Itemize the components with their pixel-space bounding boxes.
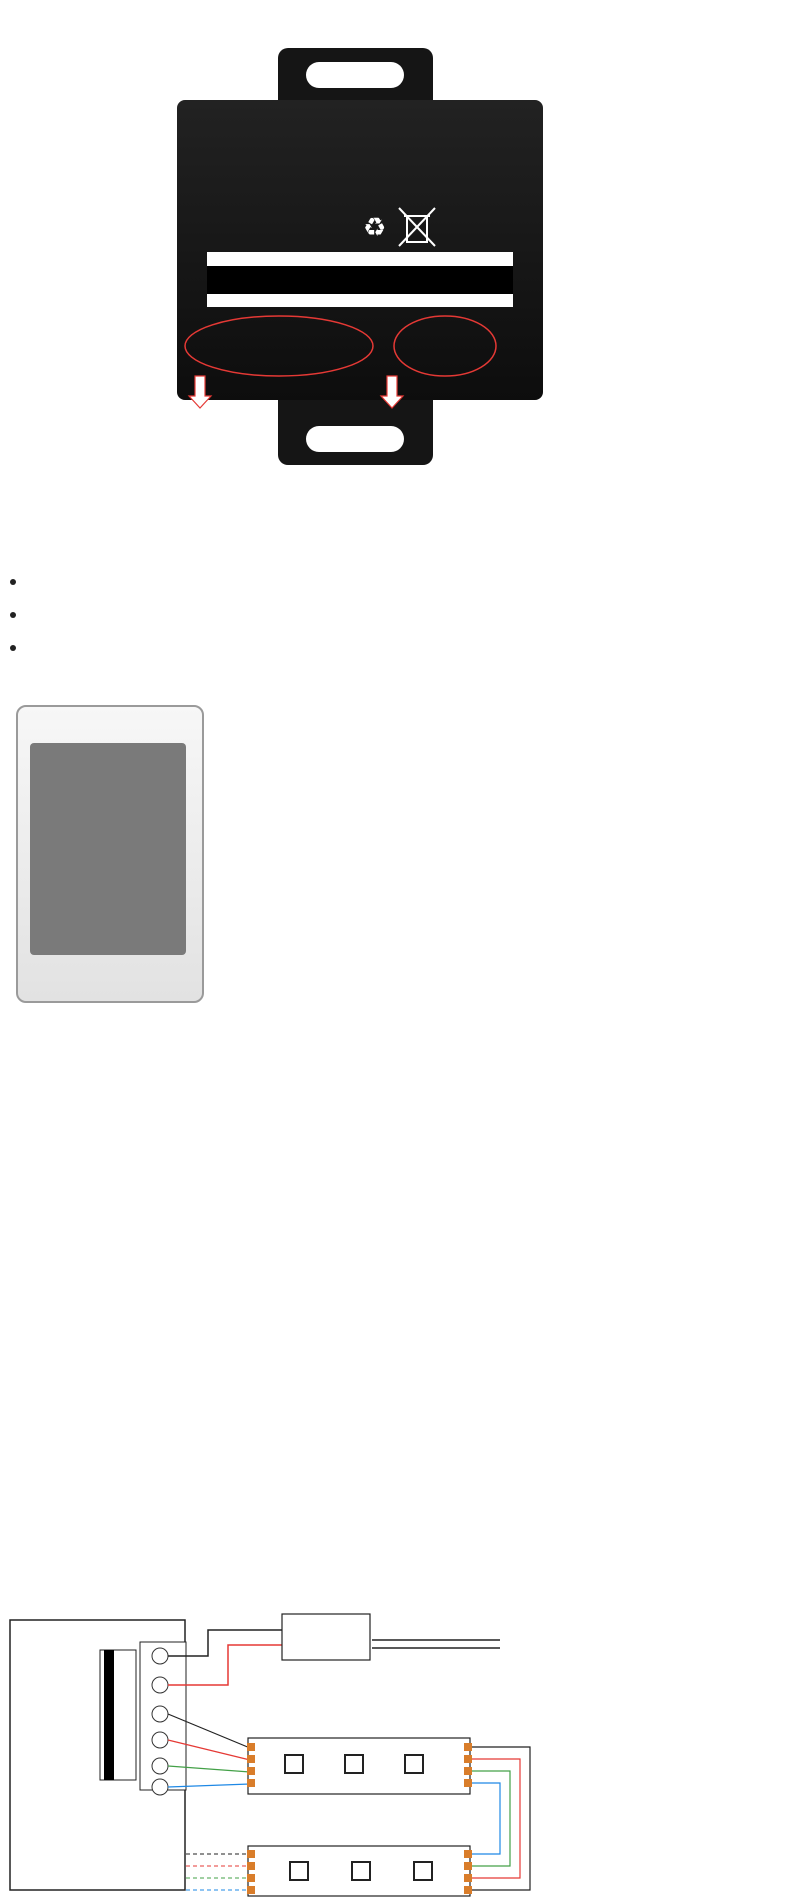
direction-bullet-1 [10, 575, 24, 589]
recycle-icon: ♻ [363, 212, 387, 242]
direction-bullet-2 [10, 608, 24, 622]
rf-remote-image [16, 705, 204, 1003]
direction-bullet-3 [10, 641, 24, 655]
controller-device-image [173, 46, 548, 471]
port-highlight-ellipses [173, 46, 548, 471]
wiring-diagram [0, 1600, 792, 1900]
